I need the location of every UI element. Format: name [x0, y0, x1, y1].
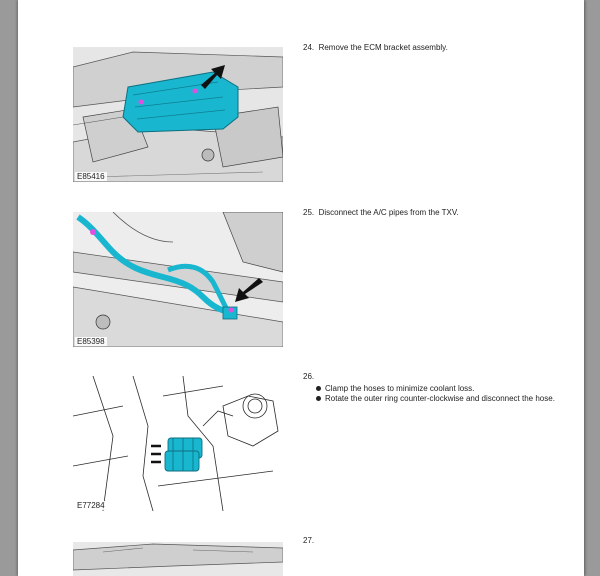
step-number: 25. [303, 208, 315, 217]
bullet-item: Clamp the hoses to minimize coolant loss. [325, 384, 563, 394]
step-27 [303, 536, 563, 546]
figure-id: E85398 [77, 337, 105, 346]
bullet-item: Rotate the outer ring counter-clockwise and disconnect the hose. [325, 394, 563, 404]
figure-ecm-bracket [73, 47, 283, 182]
step-text: Disconnect the A/C pipes from the TXV. [318, 208, 459, 217]
ac-pipes-illustration [73, 212, 283, 347]
step-25 [303, 208, 563, 218]
step-text: Remove the ECM bracket assembly. [318, 43, 448, 52]
step-number: 27. [303, 536, 315, 545]
figure-ac-pipes [73, 212, 283, 347]
figure-id: E85416 [77, 172, 105, 181]
figure-id: E77284 [77, 501, 105, 510]
bullet-list [303, 384, 563, 404]
step-number: 24. [303, 43, 315, 52]
coolant-hoses-illustration [73, 376, 283, 511]
figure-step-27 [73, 542, 283, 576]
manual-page [18, 0, 584, 576]
step-24 [303, 43, 563, 53]
figure-coolant-hoses [73, 376, 283, 511]
ecm-bracket-illustration [73, 47, 283, 182]
step-27-illustration [73, 542, 283, 576]
step-number: 26. [303, 372, 315, 381]
step-26 [303, 372, 563, 404]
